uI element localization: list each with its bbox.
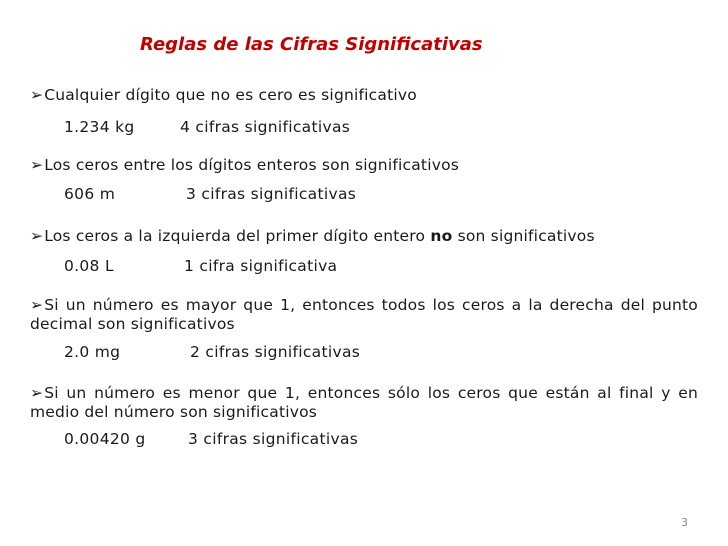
example-3-count: 1 cifra significativa xyxy=(184,257,338,275)
example-4-count: 2 cifras significativas xyxy=(190,343,361,361)
arrow-bullet-icon: ➢ xyxy=(30,156,44,174)
example-2 xyxy=(64,185,357,203)
example-1-count: 4 cifras significativas xyxy=(180,118,351,136)
rule-3-text-pre: Los ceros a la izquierda del primer dígito entero xyxy=(44,227,431,245)
rule-2 xyxy=(30,156,698,175)
example-2-count: 3 cifras significativas xyxy=(186,185,357,203)
rule-2-text: Los ceros entre los dígitos enteros son significativos xyxy=(44,156,460,174)
example-4 xyxy=(64,343,361,361)
example-3-value: 0.08 L xyxy=(64,257,114,275)
rule-5 xyxy=(30,384,698,422)
example-1 xyxy=(64,118,351,136)
rule-1 xyxy=(30,86,698,105)
page-number: 3 xyxy=(681,516,688,529)
arrow-bullet-icon: ➢ xyxy=(30,86,44,104)
rule-3-text-emphasis: no xyxy=(430,227,453,245)
rule-5-text: Si un número es menor que 1, entonces sólo los ceros que están al final y en medio del número son significativos xyxy=(30,384,698,421)
rule-1-text: Cualquier dígito que no es cero es significativo xyxy=(44,86,417,104)
example-3 xyxy=(64,257,338,275)
arrow-bullet-icon: ➢ xyxy=(30,384,44,402)
rule-3 xyxy=(30,227,698,246)
example-5-count: 3 cifras significativas xyxy=(188,430,359,448)
example-5 xyxy=(64,430,359,448)
rule-4-text: Si un número es mayor que 1, entonces todos los ceros a la derecha del punto decimal son significativos xyxy=(30,296,698,333)
slide-title: Reglas de las Cifras Significativas xyxy=(140,34,483,55)
example-2-value: 606 m xyxy=(64,185,116,203)
rule-4 xyxy=(30,296,698,334)
arrow-bullet-icon: ➢ xyxy=(30,227,44,245)
example-4-value: 2.0 mg xyxy=(64,343,121,361)
rule-3-text-post: son significativos xyxy=(452,227,595,245)
example-1-value: 1.234 kg xyxy=(64,118,135,136)
example-5-value: 0.00420 g xyxy=(64,430,146,448)
arrow-bullet-icon: ➢ xyxy=(30,296,44,314)
